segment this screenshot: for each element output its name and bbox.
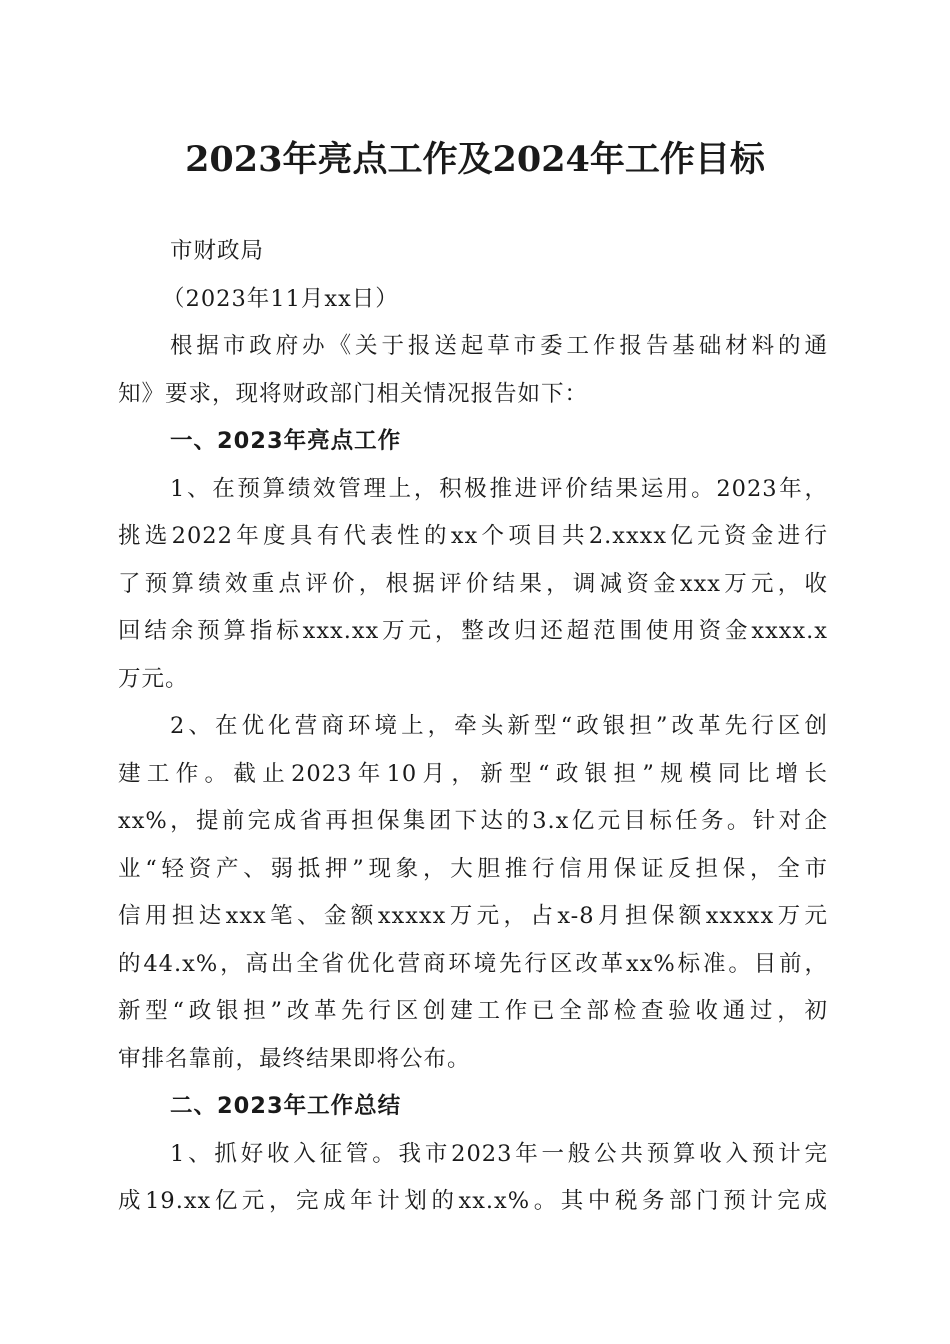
paragraph-line: 审排名靠前，最终结果即将公布。: [118, 1045, 471, 1072]
date-line: （2023年11月xx日）: [162, 285, 399, 312]
section-heading: 一、2023年亮点工作: [170, 428, 402, 454]
author-line: 市财政局: [170, 238, 265, 264]
paragraph-line: xx%，提前完成省再担保集团下达的3.x亿元目标任务。针对企: [118, 808, 828, 834]
paragraph-line: 回结余预算指标xxx.xx万元，整改归还超范围使用资金xxxx.x: [118, 618, 828, 644]
paragraph-line: 2、在优化营商环境上，牵头新型“政银担”改革先行区创: [170, 713, 828, 739]
document-body: [118, 228, 828, 1226]
paragraph-line: 成19.xx亿元，完成年计划的xx.x%。其中税务部门预计完成: [118, 1188, 828, 1214]
intro-line: 根据市政府办《关于报送起草市委工作报告基础材料的通: [170, 333, 828, 359]
paragraph-line: 挑选2022年度具有代表性的xx个项目共2.xxxx亿元资金进行: [118, 523, 828, 549]
paragraph-line: 万元。: [118, 665, 189, 692]
document-title: 2023年亮点工作及2024年工作目标: [185, 139, 765, 180]
intro-line: 知》要求，现将财政部门相关情况报告如下：: [118, 380, 589, 407]
paragraph-line: 建工作。截止2023年10月，新型“政银担”规模同比增长: [118, 760, 828, 787]
paragraph-line: 信用担达xxx笔、金额xxxxx万元，占x-8月担保额xxxxx万元: [118, 903, 828, 929]
paragraph-line: 业“轻资产、弱抵押”现象，大胆推行信用保证反担保，全市: [118, 855, 828, 882]
section-heading: 二、2023年工作总结: [170, 1093, 402, 1119]
paragraph-line: 1、抓好收入征管。我市2023年一般公共预算收入预计完: [170, 1140, 828, 1167]
paragraph-line: 新型“政银担”改革先行区创建工作已全部检查验收通过，初: [118, 998, 828, 1024]
paragraph-line: 1、在预算绩效管理上，积极推进评价结果运用。2023年，: [170, 475, 828, 502]
paragraph-line: 了预算绩效重点评价，根据评价结果，调减资金xxx万元，收: [118, 570, 828, 597]
paragraph-line: 的44.x%，高出全省优化营商环境先行区改革xx%标准。目前，: [118, 950, 828, 977]
